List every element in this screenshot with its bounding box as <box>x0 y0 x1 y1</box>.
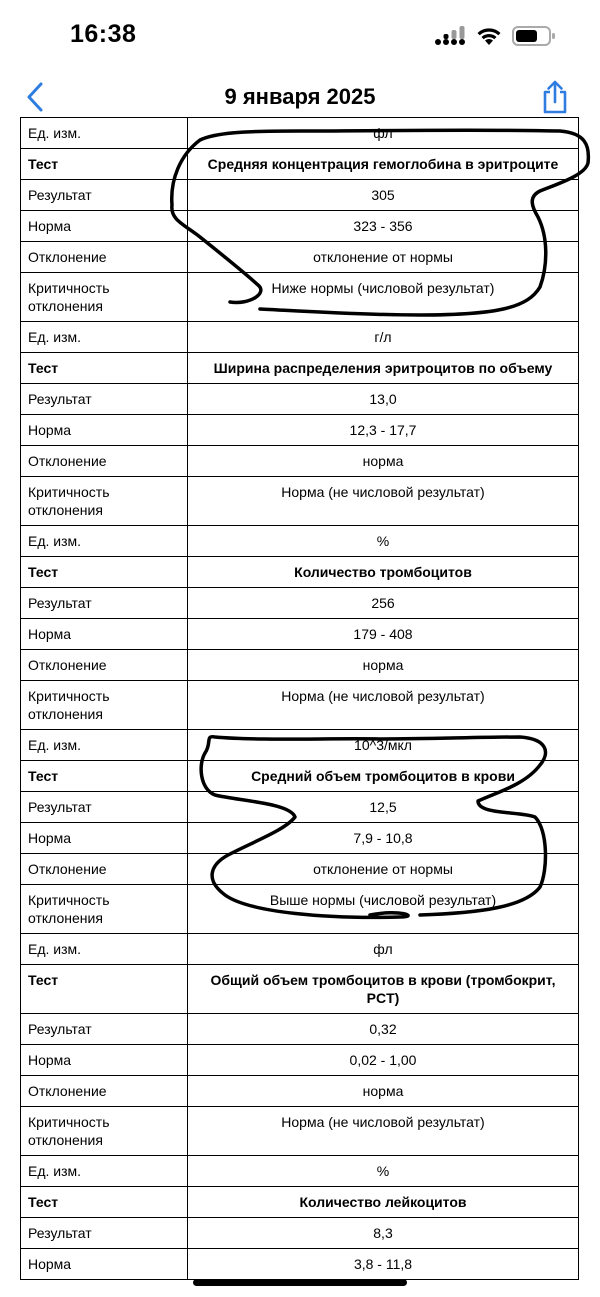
row-label: Отклонение <box>21 650 188 681</box>
row-label: Тест <box>21 1187 188 1218</box>
table-row <box>21 1249 579 1280</box>
row-value: 10^3/мкл <box>188 730 579 761</box>
row-label: Критичность отклонения <box>21 1107 188 1156</box>
share-icon <box>541 80 569 114</box>
row-value: 0,32 <box>188 1014 579 1045</box>
row-label: Ед. изм. <box>21 1156 188 1187</box>
wifi-icon <box>476 26 502 46</box>
table-row <box>21 353 579 384</box>
row-value: отклонение от нормы <box>188 242 579 273</box>
status-time: 16:38 <box>70 20 137 48</box>
row-value: Общий объем тромбоцитов в крови (тромбокрит, PCT) <box>188 965 579 1014</box>
cellular-signal-icon <box>434 26 466 46</box>
row-value: фл <box>188 934 579 965</box>
table-row <box>21 588 579 619</box>
table-row <box>21 322 579 353</box>
table-row <box>21 934 579 965</box>
table-row <box>21 149 579 180</box>
table-row <box>21 619 579 650</box>
row-label: Ед. изм. <box>21 118 188 149</box>
row-value: Норма (не числовой результат) <box>188 477 579 526</box>
row-label: Норма <box>21 619 188 650</box>
row-label: Ед. изм. <box>21 322 188 353</box>
table-row <box>21 526 579 557</box>
row-value: г/л <box>188 322 579 353</box>
row-value: % <box>188 526 579 557</box>
table-row <box>21 1107 579 1156</box>
row-label: Тест <box>21 965 188 1014</box>
table-row <box>21 1218 579 1249</box>
row-value: 256 <box>188 588 579 619</box>
row-value: Количество тромбоцитов <box>188 557 579 588</box>
row-label: Критичность отклонения <box>21 885 188 934</box>
row-value: Норма (не числовой результат) <box>188 1107 579 1156</box>
table-row <box>21 650 579 681</box>
table-row <box>21 823 579 854</box>
table-row <box>21 415 579 446</box>
row-label: Отклонение <box>21 1076 188 1107</box>
table-row <box>21 1045 579 1076</box>
row-label: Результат <box>21 180 188 211</box>
row-value: % <box>188 1156 579 1187</box>
row-value: 305 <box>188 180 579 211</box>
table-row <box>21 792 579 823</box>
row-label: Ед. изм. <box>21 730 188 761</box>
status-icons <box>434 24 556 48</box>
row-value: Выше нормы (числовой результат) <box>188 885 579 934</box>
row-value: 0,02 - 1,00 <box>188 1045 579 1076</box>
row-label: Результат <box>21 384 188 415</box>
table-row <box>21 885 579 934</box>
row-value: Количество лейкоцитов <box>188 1187 579 1218</box>
table-row <box>21 854 579 885</box>
row-label: Результат <box>21 588 188 619</box>
row-value: 12,3 - 17,7 <box>188 415 579 446</box>
row-label: Отклонение <box>21 242 188 273</box>
page-title: 9 января 2025 <box>224 84 376 109</box>
row-value: 8,3 <box>188 1218 579 1249</box>
row-value: норма <box>188 446 579 477</box>
row-value: Средняя концентрация гемоглобина в эритроците <box>188 149 579 180</box>
home-indicator[interactable] <box>193 1279 407 1286</box>
row-label: Критичность отклонения <box>21 681 188 730</box>
table-row <box>21 730 579 761</box>
row-value: 323 - 356 <box>188 211 579 242</box>
table-row <box>21 384 579 415</box>
row-value: Ниже нормы (числовой результат) <box>188 273 579 322</box>
row-value: норма <box>188 1076 579 1107</box>
table-row <box>21 681 579 730</box>
share-button[interactable] <box>538 78 572 116</box>
row-value: Норма (не числовой результат) <box>188 681 579 730</box>
table-row <box>21 1156 579 1187</box>
table-row <box>21 1187 579 1218</box>
table-row <box>21 211 579 242</box>
table-row <box>21 273 579 322</box>
row-label: Результат <box>21 1014 188 1045</box>
row-label: Ед. изм. <box>21 934 188 965</box>
row-label: Тест <box>21 149 188 180</box>
table-row <box>21 1014 579 1045</box>
row-label: Норма <box>21 1045 188 1076</box>
row-label: Отклонение <box>21 446 188 477</box>
table-row <box>21 965 579 1014</box>
row-label: Норма <box>21 1249 188 1280</box>
row-label: Отклонение <box>21 854 188 885</box>
row-label: Норма <box>21 415 188 446</box>
row-value: 12,5 <box>188 792 579 823</box>
table-row <box>21 557 579 588</box>
battery-icon <box>512 25 556 47</box>
table-row <box>21 180 579 211</box>
row-label: Тест <box>21 557 188 588</box>
document-view[interactable] <box>0 125 600 1272</box>
row-value: Средний объем тромбоцитов в крови <box>188 761 579 792</box>
table-row <box>21 118 579 149</box>
table-row <box>21 477 579 526</box>
row-label: Результат <box>21 792 188 823</box>
row-value: 179 - 408 <box>188 619 579 650</box>
row-value: норма <box>188 650 579 681</box>
table-row <box>21 761 579 792</box>
row-label: Ед. изм. <box>21 526 188 557</box>
row-value: отклонение от нормы <box>188 854 579 885</box>
row-label: Норма <box>21 823 188 854</box>
row-label: Тест <box>21 761 188 792</box>
row-label: Критичность отклонения <box>21 477 188 526</box>
row-value: 13,0 <box>188 384 579 415</box>
row-value: 7,9 - 10,8 <box>188 823 579 854</box>
row-label: Тест <box>21 353 188 384</box>
row-label: Критичность отклонения <box>21 273 188 322</box>
row-value: Ширина распределения эритроцитов по объему <box>188 353 579 384</box>
row-value: 3,8 - 11,8 <box>188 1249 579 1280</box>
row-value: фл <box>188 118 579 149</box>
row-label: Результат <box>21 1218 188 1249</box>
row-label: Норма <box>21 211 188 242</box>
table-row <box>21 1076 579 1107</box>
table-row <box>21 242 579 273</box>
lab-results-table <box>20 117 579 1280</box>
table-row <box>21 446 579 477</box>
status-bar <box>0 0 600 70</box>
